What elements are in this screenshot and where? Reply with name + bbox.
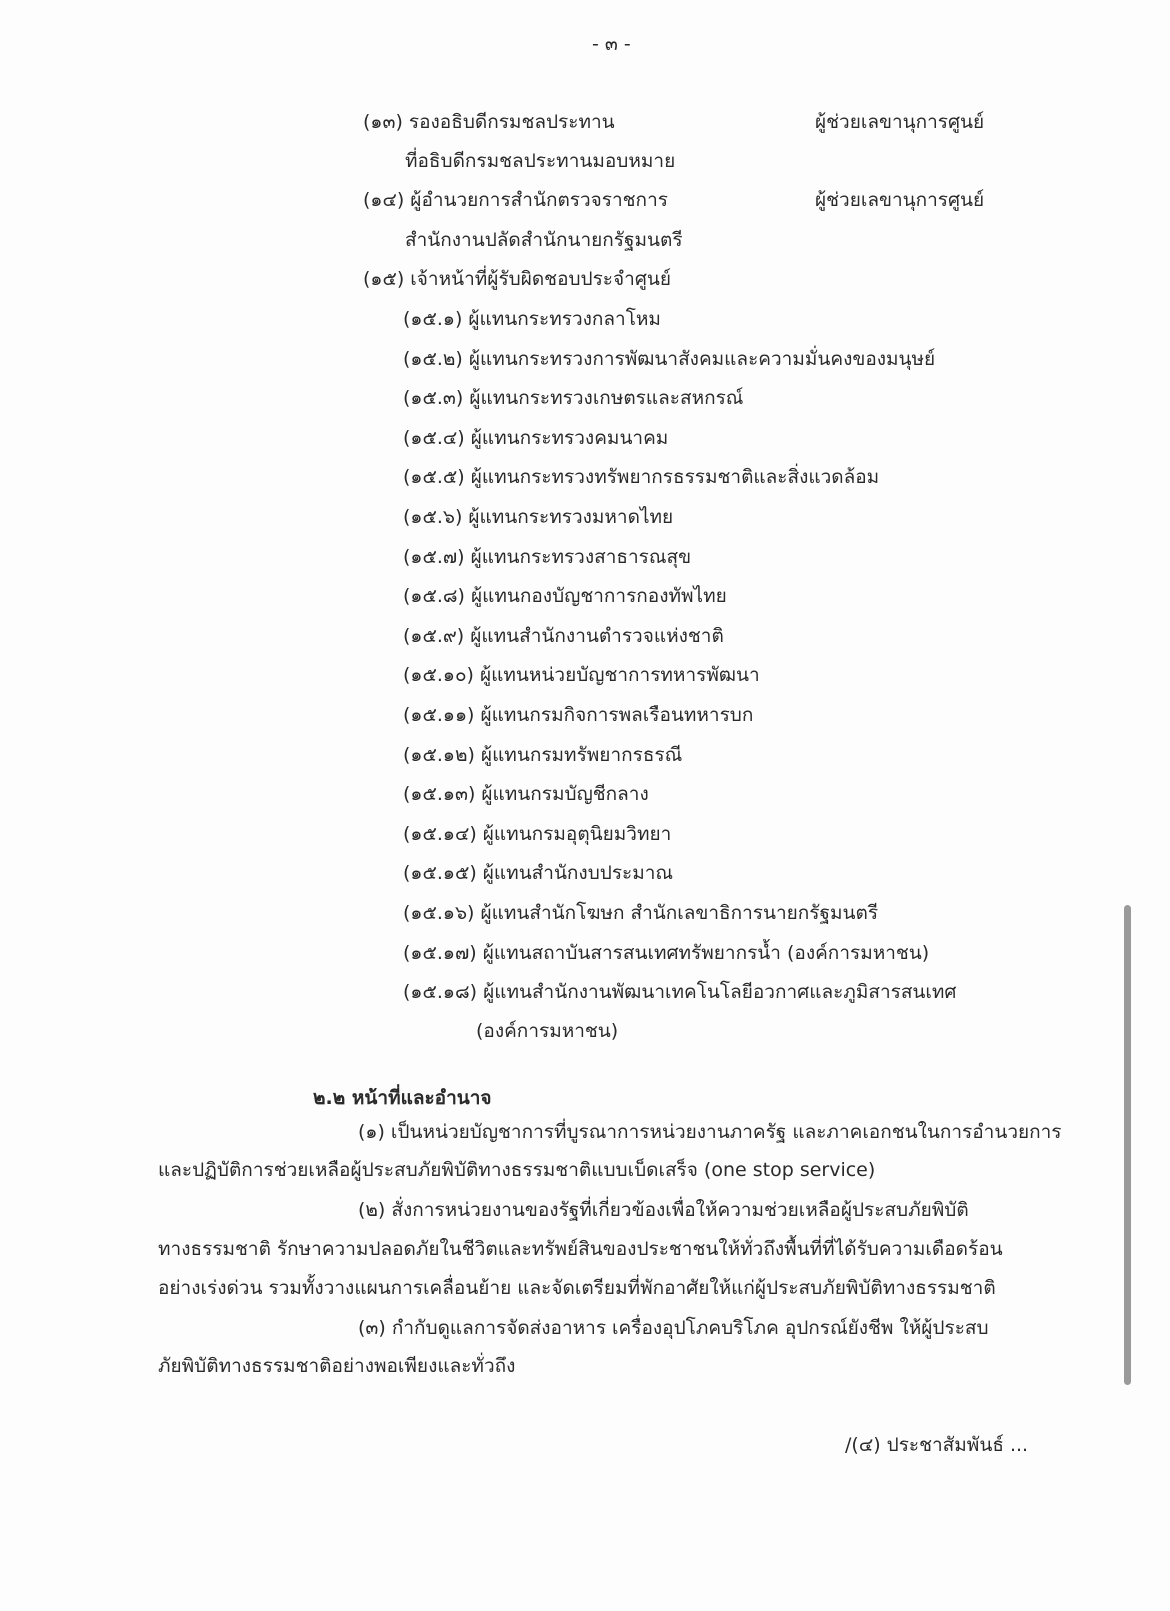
- para-2-line-3: อย่างเร่งด่วน รวมทั้งวางแผนการเคลื่อนย้าย และจัดเตรียมที่พักอาศัยให้แก่ผู้ประสบภัยพิบัติทางธรรมชาติ: [158, 1277, 996, 1299]
- member-13-cont: ที่อธิบดีกรมชลประทานมอบหมาย: [405, 150, 676, 172]
- sub-item: (๑๕.๑) ผู้แทนกระทรวงกลาโหม: [403, 308, 661, 330]
- sub-item: (๑๕.๑๑) ผู้แทนกรมกิจการพลเรือนทหารบก: [403, 704, 754, 726]
- sub-item: (๑๕.๑๔) ผู้แทนกรมอุตุนิยมวิทยา: [403, 822, 672, 845]
- sub-item-18-cont: (องค์การมหาชน): [476, 1020, 619, 1042]
- sub-item: (๑๕.๑๒) ผู้แทนกรมทรัพยากรธรณี: [403, 743, 683, 766]
- sub-item: (๑๕.๕) ผู้แทนกระทรวงทรัพยากรธรรมชาติและสิ่งแวดล้อม: [403, 466, 880, 489]
- footer-continuation: /(๔) ประชาสัมพันธ์ ...: [845, 1434, 1029, 1456]
- member-14-cont: สำนักงานปลัดสำนักนายกรัฐมนตรี: [405, 229, 683, 251]
- vertical-scrollbar[interactable]: [1124, 905, 1131, 1385]
- sub-item: (๑๕.๑๕) ผู้แทนสำนักงบประมาณ: [403, 862, 674, 885]
- para-3-line-1: (๓) กำกับดูแลการจัดส่งอาหาร เครื่องอุปโภคบริโภค อุปกรณ์ยังชีพ ให้ผู้ประสบ: [358, 1317, 989, 1339]
- para-1-line-2: และปฏิบัติการช่วยเหลือผู้ประสบภัยพิบัติทางธรรมชาติแบบเบ็ดเสร็จ (one stop service): [158, 1159, 876, 1181]
- member-14: (๑๔) ผู้อำนวยการสำนักตรวจราชการ: [363, 189, 668, 211]
- member-15: (๑๕) เจ้าหน้าที่ผู้รับผิดชอบประจำศูนย์: [363, 268, 671, 290]
- sub-item: (๑๕.๑๖) ผู้แทนสำนักโฆษก สำนักเลขาธิการนายกรัฐมนตรี: [403, 902, 879, 924]
- sub-item: (๑๕.๑๐) ผู้แทนหน่วยบัญชาการทหารพัฒนา: [403, 664, 760, 687]
- member-13-role: ผู้ช่วยเลขานุการศูนย์: [815, 111, 985, 133]
- member-14-role: ผู้ช่วยเลขานุการศูนย์: [815, 189, 985, 211]
- para-3-line-2: ภัยพิบัติทางธรรมชาติอย่างพอเพียงและทั่วถึง: [158, 1355, 516, 1377]
- sub-item: (๑๕.๗) ผู้แทนกระทรวงสาธารณสุข: [403, 545, 692, 568]
- para-1-line-1: (๑) เป็นหน่วยบัญชาการที่บูรณาการหน่วยงานภาครัฐ และภาคเอกชนในการอำนวยการ: [358, 1121, 1062, 1143]
- sub-item: (๑๕.๒) ผู้แทนกระทรวงการพัฒนาสังคมและความมั่นคงของมนุษย์: [403, 347, 936, 370]
- sub-item: (๑๕.๑๓) ผู้แทนกรมบัญชีกลาง: [403, 783, 649, 806]
- sub-item: (๑๕.๘) ผู้แทนกองบัญชาการกองทัพไทย: [403, 585, 727, 608]
- member-13: (๑๓) รองอธิบดีกรมชลประทาน: [363, 111, 615, 133]
- page-number: - ๓ -: [592, 33, 631, 55]
- sub-item: (๑๕.๓) ผู้แทนกระทรวงเกษตรและสหกรณ์: [403, 387, 744, 410]
- para-2-line-1: (๒) สั่งการหน่วยงานของรัฐที่เกี่ยวข้องเพื่อให้ความช่วยเหลือผู้ประสบภัยพิบัติ: [358, 1199, 969, 1221]
- section-heading: ๒.๒ หน้าที่และอำนาจ: [313, 1087, 492, 1109]
- para-2-line-2: ทางธรรมชาติ รักษาความปลอดภัยในชีวิตและทรัพย์สินของประชาชนให้ทั่วถึงพื้นที่ที่ได้รับความเดือดร้อน: [158, 1238, 1003, 1260]
- sub-item: (๑๕.๙) ผู้แทนสำนักงานตำรวจแห่งชาติ: [403, 624, 724, 647]
- sub-item: (๑๕.๑๘) ผู้แทนสำนักงานพัฒนาเทคโนโลยีอวกาศและภูมิสารสนเทศ: [403, 981, 957, 1004]
- sub-item: (๑๕.๖) ผู้แทนกระทรวงมหาดไทย: [403, 506, 674, 528]
- sub-item: (๑๕.๑๗) ผู้แทนสถาบันสารสนเทศทรัพยากรน้ำ (องค์การมหาชน): [403, 941, 930, 964]
- sub-item: (๑๕.๔) ผู้แทนกระทรวงคมนาคม: [403, 426, 669, 449]
